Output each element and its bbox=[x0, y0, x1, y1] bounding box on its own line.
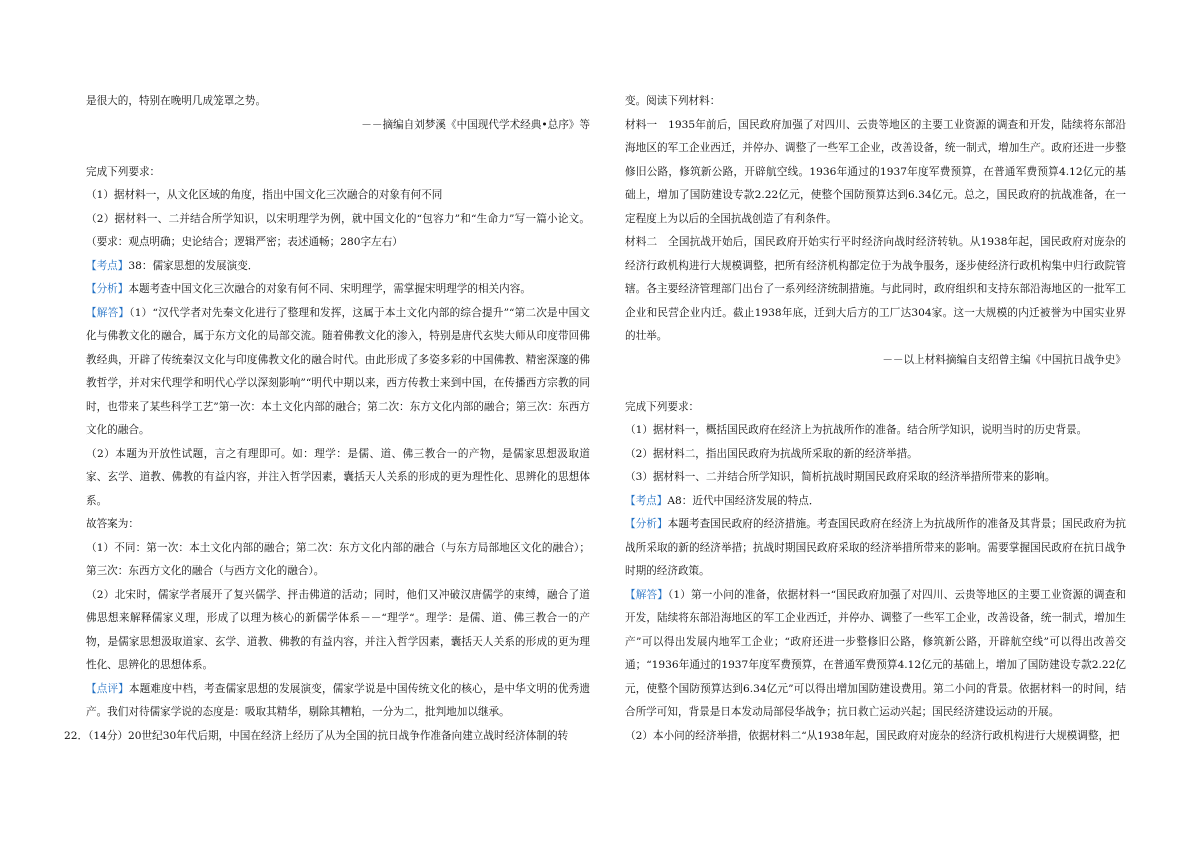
question-22 bbox=[64, 725, 590, 749]
kaodian-tag: 【考点】 bbox=[86, 259, 129, 272]
fenxi-section bbox=[625, 513, 1126, 584]
jieda-paragraph-2: （2）本小问的经济举措，依据材料二“从1938年起，国民政府对庞杂的经济行政机构进行大规模调整，把 bbox=[625, 729, 1120, 742]
fenxi-tag: 【分析】 bbox=[625, 518, 668, 530]
task-item: （2）据材料二，指出国民政府为抗战所采取的新的经济举措。 bbox=[625, 447, 918, 460]
answer-item: （1）不同：第一次：本土文化内部的融合；第二次：东方文化内部的融合（与东方局部地区文化的融合）；第三次：东西方文化的融合（与西方文化的融合）。 bbox=[86, 541, 590, 577]
kaodian-tag: 【考点】 bbox=[625, 494, 668, 507]
jieda-paragraph-2: （2）本题为开放性试题，言之有理即可。如：理学：是儒、道、佛三教合一的产物，是儒家思想汲取道家、玄学、道教、佛教的有益内容，并注入哲学因素，囊括天人关系的形成的更为理性化、思辨化的思想体系。 bbox=[86, 447, 590, 507]
task-heading: 完成下列要求： bbox=[625, 400, 700, 413]
kaodian-section bbox=[625, 490, 1126, 514]
jieda-text: （1）“汉代学者对先秦文化进行了整理和发挥，这属于本土文化内部的综合提升”“第二次是中国文化与佛教文化的融合，属于东方文化的局部交流。随着佛教文化的渗入，特别是唐代玄奘大师从印度带回佛教经典，开辟了传统秦汉文化与印度佛教文化的融合时代。由此形成了多姿多彩的中国佛教、精密深邃的佛教哲学，并对宋代理学和明代心学以深刻影响”“明代中期以来，西方传教士来到中国，在传播西方宗教的同时，也带来了某些科学工艺”第一次：本土文化内部的融合；第二次：东方文化内部的融合；第三次：东西方文化的融合。 bbox=[86, 306, 591, 436]
task-item: （3）据材料一、二并结合所学知识，简析抗战时期国民政府采取的经济举措所带来的影响。 bbox=[625, 471, 1056, 483]
source-citation: －－以上材料摘编自支绍曾主编《中国抗日战争史》 bbox=[882, 353, 1126, 366]
question-text: （14分）20世纪30年代后期，中国在经济上经历了从为全国的抗日战争作准备向建立战时经济体制的转 bbox=[88, 729, 569, 742]
task-item: （1）据材料一，概括国民政府在经济上为抗战所作的准备。结合所学知识，说明当时的历史背景。 bbox=[625, 424, 1088, 436]
dianping-section bbox=[86, 678, 590, 725]
kaodian-text: 38：儒家思想的发展演变． bbox=[128, 259, 259, 272]
material-two: 材料二 全国抗战开始后，国民政府开始实行平时经济向战时经济转轨。从1938年起，国民政府对庞杂的经济行政机构进行大规模调整，把所有经济机构都定位于为战争服务，逐步使经济行政机构集中归行政院管辖。各主要经济管理部门出台了一系列经济统制措施。与此同时，政府组织和支持东部沿海地区的一批军工企业和民营企业内迁。截止1938年底，迁到大后方的工厂达304家。这一大规模的内迁被誉为中国实业界的壮举。 bbox=[625, 236, 1126, 342]
jieda-tag: 【解答】 bbox=[86, 306, 130, 319]
fenxi-tag: 【分析】 bbox=[86, 283, 129, 295]
task-item: （2）据材料一、二并结合所学知识，以宋明理学为例，就中国文化的“包容力”和“生命力”写一篇小论文。（要求：观点明确；史论结合；逻辑严密；表述通畅；280字左右） bbox=[86, 212, 590, 248]
question-number: 22． bbox=[64, 729, 89, 742]
intro-tail: 是很大的，特别在晚明几成笼罩之势。 bbox=[86, 95, 267, 107]
answer-item: （2）北宋时，儒家学者展开了复兴儒学、抨击佛道的活动；同时，他们又冲破汉唐儒学的束缚，融合了道佛思想来解释儒家义理，形成了以理为核心的新儒学体系－－“理学“。理学：是儒、道、佛三教合一的产物，是儒家思想汲取道家、玄学、道教、佛教的有益内容，并注入哲学因素，囊括天人关系的形成的更为理性化、思辨化的思想体系。 bbox=[86, 588, 590, 671]
source-citation: －－摘编自刘梦溪《中国现代学术经典•总序》等 bbox=[361, 118, 590, 131]
kaodian-section bbox=[86, 255, 590, 279]
fenxi-text: 本题考查中国文化三次融合的对象有何不同、宋明理学，需掌握宋明理学的相关内容。 bbox=[128, 283, 531, 295]
material-one: 材料一 1935年前后，国民政府加强了对四川、云贵等地区的主要工业资源的调查和开发，陆续将东部沿海地区的军工企业西迁，并停办、调整了一些军工企业，改善设备，统一制式，增加生产。政府还进一步整修旧公路，修筑新公路，开辟航空线。1936年通过的1937年度军费预算，在普通军费预算4.12亿元的基础上，增加了国防建设专款2.22亿元，使整个国防预算达到6.34亿元。总之，国民政府的抗战准备，在一定程度上为以后的全国抗战创造了有利条件。 bbox=[625, 118, 1126, 225]
right-column bbox=[625, 90, 1126, 748]
jieda-section bbox=[86, 302, 590, 443]
left-column bbox=[64, 90, 591, 748]
jieda-section bbox=[625, 584, 1126, 725]
jieda-tag: 【解答】 bbox=[625, 588, 668, 601]
answer-heading: 故答案为： bbox=[86, 518, 139, 530]
jieda-text: （1）第一小问的准备，依据材料一“国民政府加强了对四川、云贵等地区的主要工业资源的调查和开发，陆续将东部沿海地区的军工企业西迁，并停办、调整了一些军工企业，改善设备，统一制式，增加生产”可以得出发展内地军工企业；“政府还进一步整修旧公路，修筑新公路，开辟航空线”可以得出改善交通；“1936年通过的1937年度军费预算，在普通军费预算4.12亿元的基础上，增加了国防建设专款2.22亿元，使整个国防预算达到6.34亿元”可以得出增加国防建设费用。第二小问的背景。依据材料一的时间，结合所学可知，背景是日本发动局部侵华战争；抗日救亡运动兴起；国民经济建设运动的开展。 bbox=[625, 588, 1127, 718]
dianping-tag: 【点评】 bbox=[86, 682, 129, 695]
task-item: （1）据材料一，从文化区域的角度，指出中国文化三次融合的对象有何不同 bbox=[86, 189, 443, 201]
question-22-continued: 变。阅读下列材料： bbox=[625, 95, 721, 107]
task-heading: 完成下列要求： bbox=[86, 165, 161, 178]
fenxi-section bbox=[86, 278, 590, 302]
dianping-text: 本题难度中档，考查儒家思想的发展演变，儒家学说是中国传统文化的核心，是中华文明的优秀遗产。我们对待儒家学说的态度是：吸取其精华，剔除其糟粕，一分为二，批判地加以继承。 bbox=[86, 682, 590, 718]
kaodian-text: A8：近代中国经济发展的特点． bbox=[667, 494, 820, 507]
fenxi-text: 本题考查国民政府的经济措施。考查国民政府在经济上为抗战所作的准备及其背景；国民政府为抗战所采取的新的经济举措；抗战时期国民政府采取的经济举措所带来的影响。需要掌握国民政府在抗日战争时期的经济政策。 bbox=[625, 518, 1127, 577]
